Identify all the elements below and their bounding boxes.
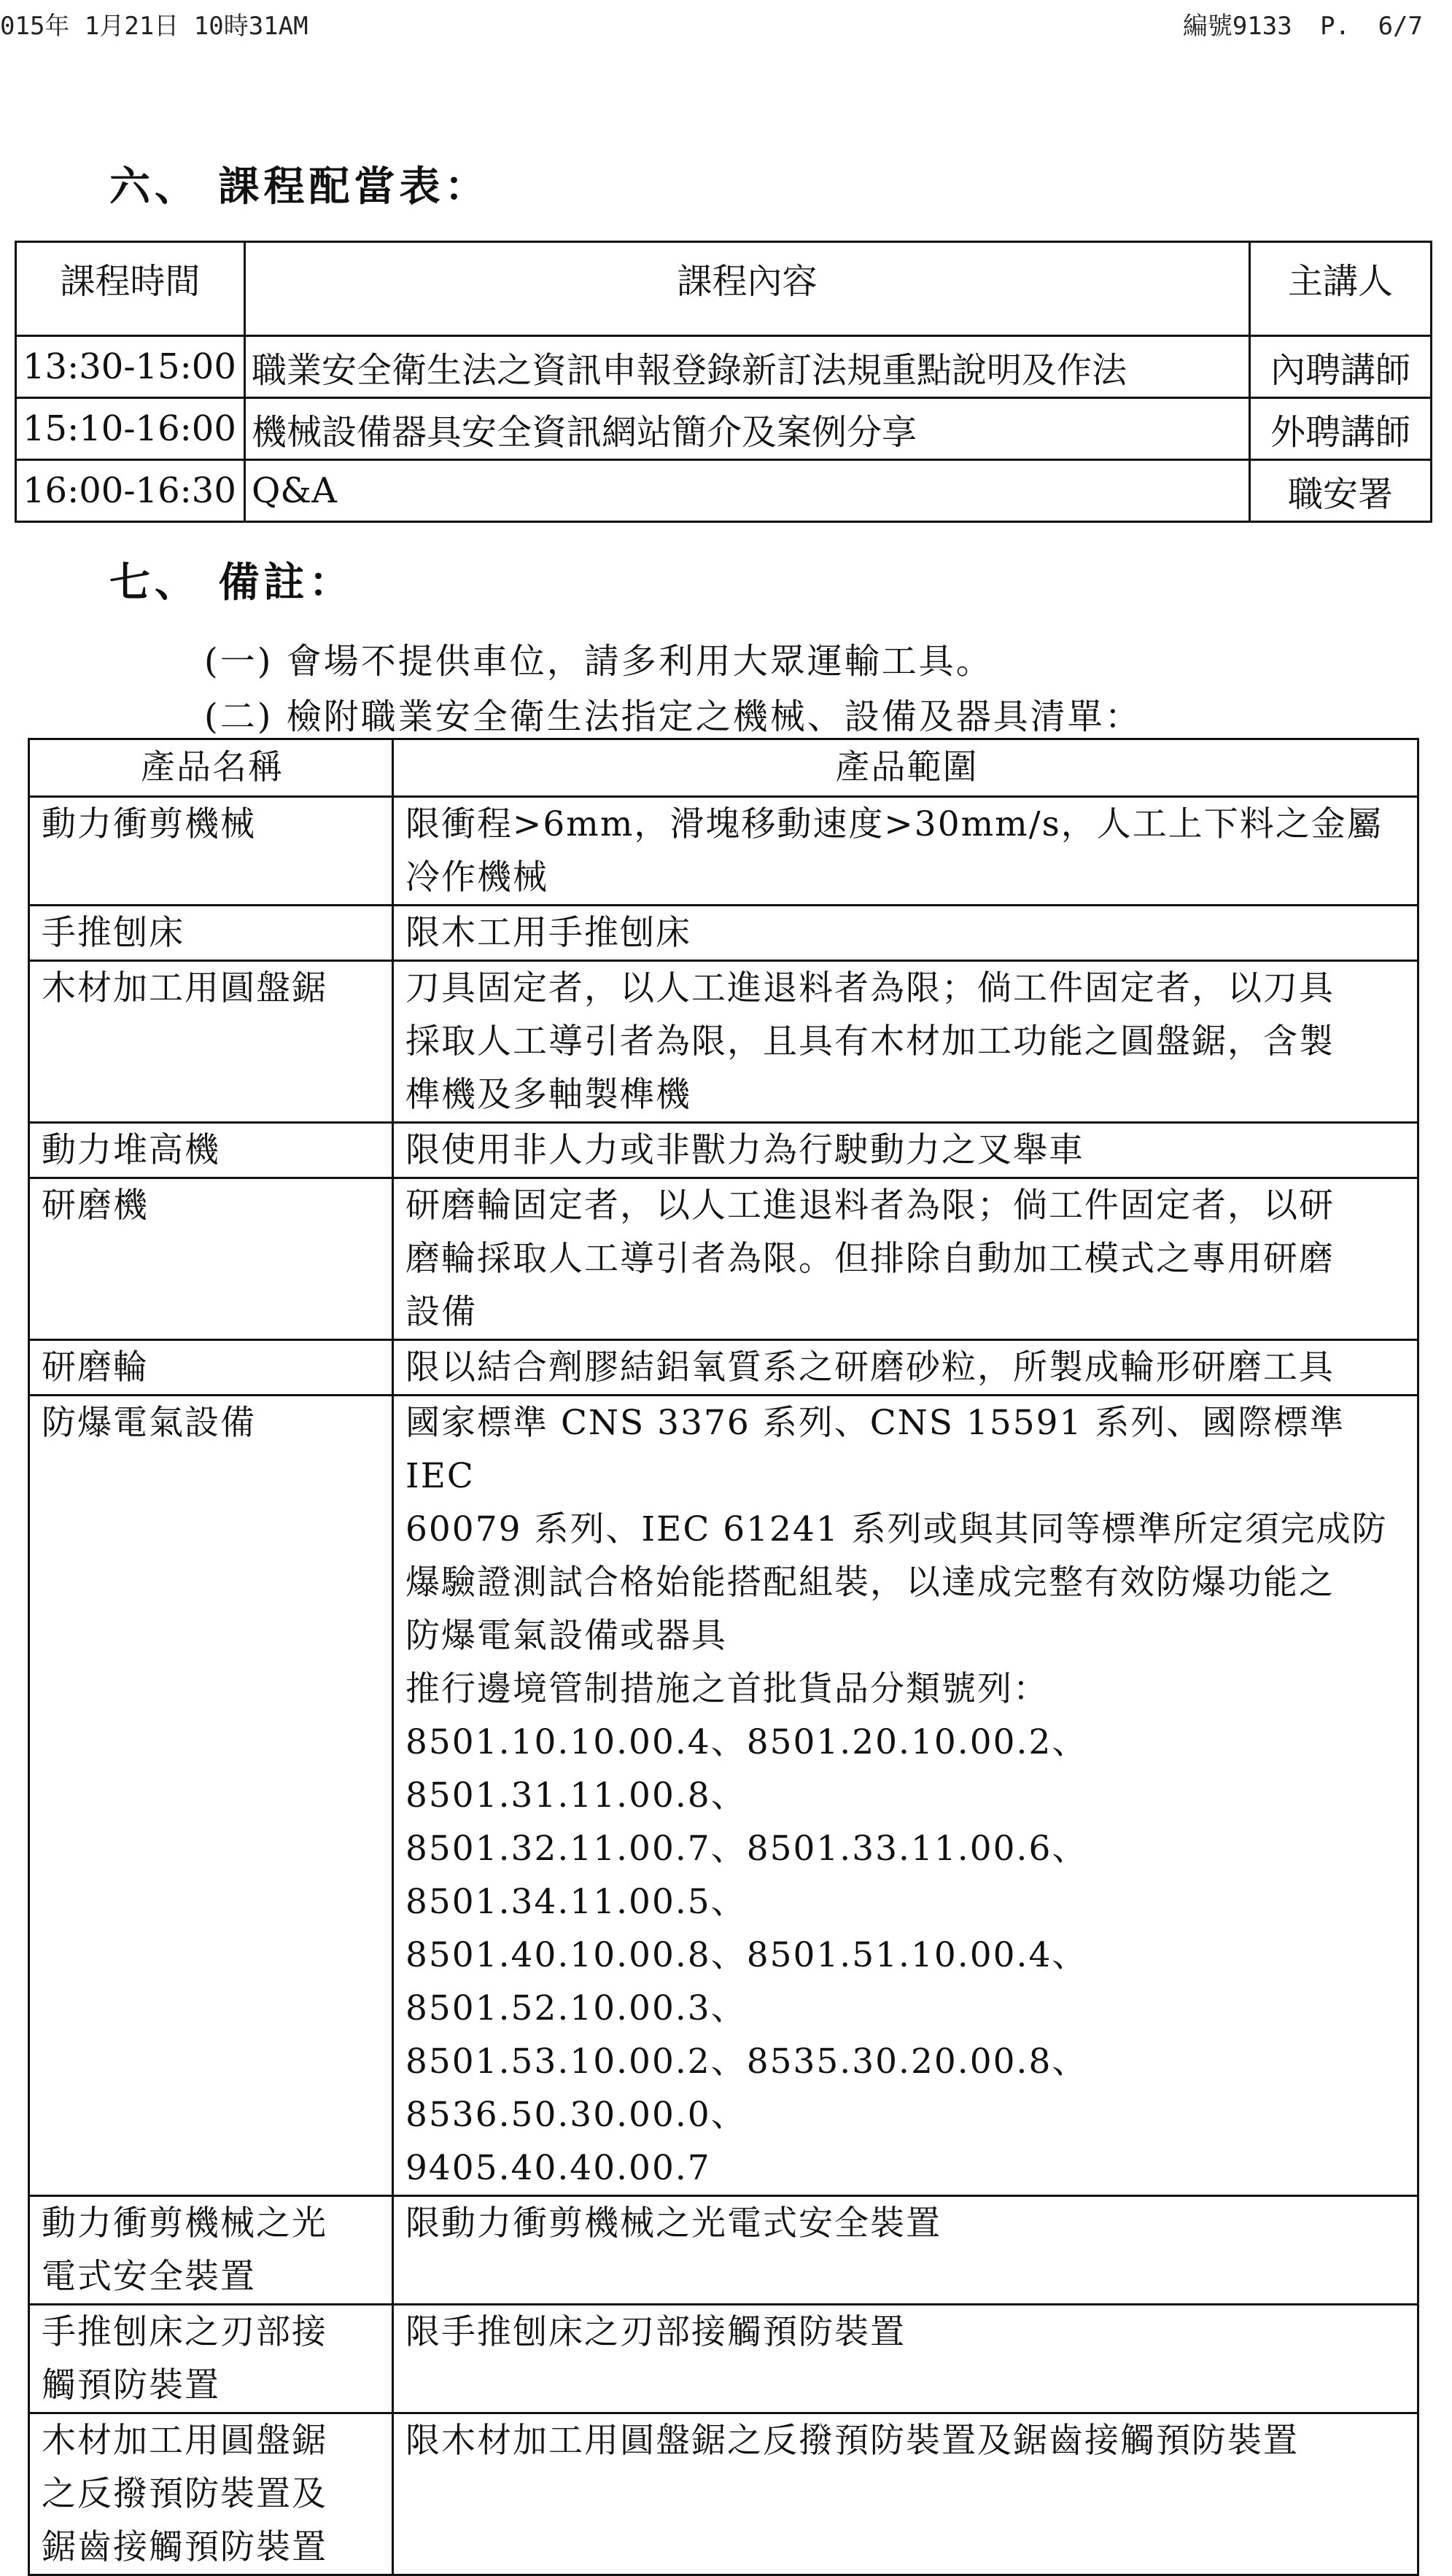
product-range-line: 冷作機械 <box>405 857 548 898</box>
product-name <box>29 2196 393 2305</box>
schedule-time: 15:10-16:00 <box>16 398 245 460</box>
product-name <box>29 2413 393 2575</box>
product-range-line: 60079 系列、IEC 61241 系列或與其同等標準所定須完成防 <box>405 1509 1388 1549</box>
product-range-line: 8501.10.10.00.4、8501.20.10.00.2、8501.31.11.00.8、 <box>405 1722 1088 1816</box>
product-range <box>393 1123 1418 1178</box>
section-7-title: 七、 備註： <box>109 559 354 607</box>
course-schedule-table <box>15 241 1432 523</box>
schedule-row <box>16 398 1432 460</box>
product-range <box>393 2413 1418 2575</box>
product-range-line: 研磨輪固定者，以人工進退料者為限；倘工件固定者，以研 <box>405 1186 1335 1226</box>
product-range-line: 推行邊境管制措施之首批貨品分類號列： <box>405 1669 1049 1709</box>
schedule-header-row <box>16 242 1432 336</box>
product-name-line: 觸預防裝置 <box>42 2365 220 2405</box>
product-range-line: 8501.32.11.00.7、8501.33.11.00.6、8501.34.11.00.5、 <box>405 1829 1088 1922</box>
product-range-line: 採取人工導引者為限，且具有木材加工功能之圓盤鋸，含製 <box>405 1022 1335 1062</box>
header-speaker: 主講人 <box>1250 242 1432 336</box>
product-range-line: 防爆電氣設備或器具 <box>405 1616 727 1656</box>
product-name <box>29 1340 393 1396</box>
product-range <box>393 1396 1418 2196</box>
product-name-line: 木材加工用圓盤鋸 <box>42 2421 327 2461</box>
product-row <box>29 2196 1418 2305</box>
product-range <box>393 1178 1418 1340</box>
schedule-content: Q&A <box>245 460 1250 522</box>
product-name-line: 研磨輪 <box>42 1347 149 1388</box>
schedule-speaker: 外聘講師 <box>1250 398 1432 460</box>
product-name-line: 之反撥預防裝置及 <box>42 2474 327 2514</box>
product-name <box>29 1123 393 1178</box>
product-range <box>393 2305 1418 2413</box>
product-range-line: 設備 <box>405 1292 477 1332</box>
product-range-line: 8501.40.10.00.8、8501.51.10.00.4、8501.52.10.00.3、 <box>405 1935 1088 2028</box>
product-name-line: 手推刨床 <box>42 913 185 953</box>
product-range-line: 刀具固定者，以人工進退料者為限；倘工件固定者，以刀具 <box>405 968 1335 1008</box>
product-row <box>29 1340 1418 1396</box>
product-range-line: 限衝程>6mm，滑塊移動速度>30mm/s，人工上下料之金屬 <box>405 804 1383 844</box>
product-range-line: 8501.53.10.00.2、8535.30.20.00.8、8536.50.30.00.0、 <box>405 2042 1088 2135</box>
product-name <box>29 2305 393 2413</box>
product-row <box>29 1123 1418 1178</box>
product-range <box>393 906 1418 961</box>
product-row <box>29 1396 1418 2196</box>
product-name-line: 動力堆高機 <box>42 1130 220 1170</box>
product-row <box>29 2413 1418 2575</box>
product-range-line: 9405.40.40.00.7 <box>405 2148 711 2188</box>
schedule-speaker: 職安署 <box>1250 460 1432 522</box>
header-product-range: 產品範圍 <box>393 739 1418 797</box>
schedule-content: 機械設備器具安全資訊網站簡介及案例分享 <box>245 398 1250 460</box>
product-name-line: 防爆電氣設備 <box>42 1403 256 1443</box>
product-range-line: 限手推刨床之刃部接觸預防裝置 <box>405 2312 906 2352</box>
product-row <box>29 1178 1418 1340</box>
product-name-line: 動力衝剪機械 <box>42 804 256 844</box>
product-name-line: 動力衝剪機械之光 <box>42 2203 327 2244</box>
product-row <box>29 797 1418 906</box>
header-time: 課程時間 <box>16 242 245 336</box>
note-attachment: (二) 檢附職業安全衛生法指定之機械、設備及器具清單： <box>204 696 1142 737</box>
product-name-line: 手推刨床之刃部接 <box>42 2312 327 2352</box>
section-6-title: 六、 課程配當表： <box>109 163 490 211</box>
schedule-row <box>16 336 1432 398</box>
product-row <box>29 906 1418 961</box>
header-content: 課程內容 <box>245 242 1250 336</box>
schedule-time: 16:00-16:30 <box>16 460 245 522</box>
product-list-table <box>28 738 1419 2576</box>
product-name-line: 木材加工用圓盤鋸 <box>42 968 327 1008</box>
product-range-line: 爆驗證測試合格始能搭配組裝，以達成完整有效防爆功能之 <box>405 1563 1335 1603</box>
header-product-name: 產品名稱 <box>29 739 393 797</box>
schedule-time: 13:30-15:00 <box>16 336 245 398</box>
product-row <box>29 2305 1418 2413</box>
note-parking: (一) 會場不提供車位，請多利用大眾運輸工具。 <box>204 641 993 682</box>
product-range-line: 限以結合劑膠結鋁氧質系之研磨砂粒，所製成輪形研磨工具 <box>405 1347 1335 1388</box>
product-range-line: 磨輪採取人工導引者為限。但排除自動加工模式之專用研磨 <box>405 1239 1335 1279</box>
product-name <box>29 906 393 961</box>
schedule-speaker: 內聘講師 <box>1250 336 1432 398</box>
product-range <box>393 797 1418 906</box>
fax-header <box>0 6 1452 41</box>
product-range-line: 榫機及多軸製榫機 <box>405 1075 691 1115</box>
product-range-line: 限木材加工用圓盤鋸之反撥預防裝置及鋸齒接觸預防裝置 <box>405 2421 1299 2461</box>
product-name-line: 研磨機 <box>42 1186 149 1226</box>
products-header-row <box>29 739 1418 797</box>
product-range-line: 限木工用手推刨床 <box>405 913 691 953</box>
fax-page-info: 編號9133 P. 6/7 <box>1182 12 1423 41</box>
fax-timestamp: 015年 1月21日 10時31AM <box>0 12 308 41</box>
schedule-content: 職業安全衛生法之資訊申報登錄新訂法規重點說明及作法 <box>245 336 1250 398</box>
product-range-line: 國家標準 CNS 3376 系列、CNS 15591 系列、國際標準 IEC <box>405 1403 1346 1496</box>
product-range-line: 限動力衝剪機械之光電式安全裝置 <box>405 2203 942 2244</box>
product-range <box>393 961 1418 1123</box>
product-name <box>29 797 393 906</box>
schedule-row <box>16 460 1432 522</box>
product-name <box>29 1178 393 1340</box>
product-range <box>393 2196 1418 2305</box>
product-name <box>29 961 393 1123</box>
product-range-line: 限使用非人力或非獸力為行駛動力之叉舉車 <box>405 1130 1084 1170</box>
product-name-line: 鋸齒接觸預防裝置 <box>42 2527 327 2567</box>
product-name <box>29 1396 393 2196</box>
product-name-line: 電式安全裝置 <box>42 2257 256 2297</box>
product-range <box>393 1340 1418 1396</box>
product-row <box>29 961 1418 1123</box>
